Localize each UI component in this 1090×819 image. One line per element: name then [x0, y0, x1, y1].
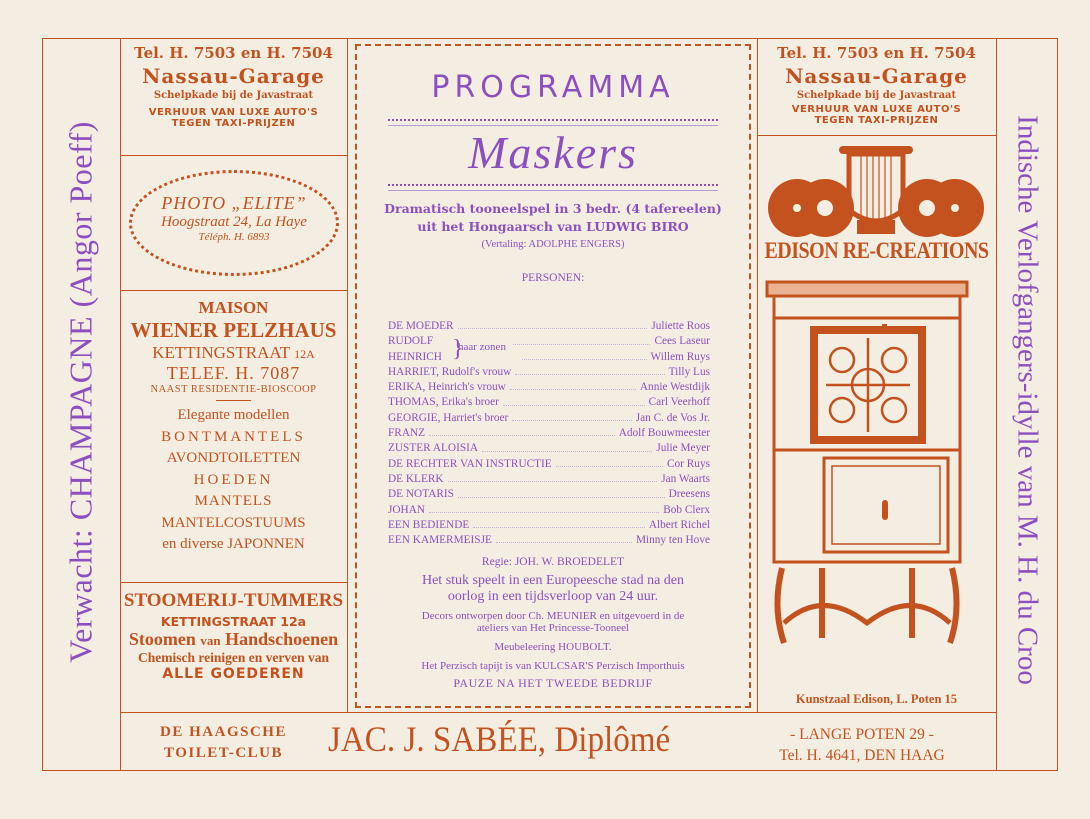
garage-line: VERHUUR VAN LUXE AUTO'S	[148, 107, 319, 118]
dot-leader	[522, 350, 647, 360]
cast-row	[388, 319, 710, 334]
pelzhaus-line: MAISON	[198, 298, 269, 317]
stoomerij-name: STOOMERIJ-TUMMERS	[123, 590, 344, 611]
pelzhaus-item: MANTELCOSTUUMS	[161, 514, 306, 531]
setting-text: oorlog in een tijdsverloop van 24 uur.	[447, 589, 659, 604]
edison-logo-text: EDISON RE-CREATIONS	[764, 238, 989, 264]
right-strip-announcement: Indische Verlofgangers-idylle van M. H. du Croo	[1011, 115, 1044, 685]
cast-list	[388, 319, 710, 548]
decor-text: ateliers van Het Princesse-Tooneel	[476, 622, 630, 634]
divider	[996, 38, 997, 771]
divider	[120, 582, 347, 583]
program-heading: PROGRAMMA	[431, 70, 675, 105]
cast-row	[388, 380, 710, 395]
cast-row	[388, 395, 710, 410]
dot-leader	[429, 503, 659, 513]
sabee-name: JAC. J. SABÉE, Diplômé	[328, 719, 671, 759]
pelzhaus-item: BONTMANTELS	[161, 428, 306, 445]
pelzhaus-item: Elegante modellen	[177, 407, 290, 423]
play-subtitle: Dramatisch tooneelspel in 3 bedr. (4 tafereelen)	[384, 201, 722, 216]
edison-caption: Kunstzaal Edison, L. Poten 15	[795, 692, 958, 706]
garage-tel: Tel. H. 7503 en H. 7504	[134, 44, 333, 62]
cast-row	[388, 441, 710, 456]
pelzhaus-item: HOEDEN	[193, 471, 274, 488]
garage-name: Nassau-Garage	[785, 64, 968, 88]
cast-role: ERIKA, Heinrich's vrouw	[388, 381, 506, 394]
cast-role: THOMAS, Erika's broer	[388, 396, 499, 409]
play-translator: (Vertaling: ADOLPHE ENGERS)	[481, 239, 625, 250]
pelzhaus-ad	[120, 298, 347, 556]
dot-leader	[515, 365, 664, 375]
director: Regie: JOH. W. BROEDELET	[481, 556, 625, 568]
pelzhaus-item: AVONDTOILETTEN	[166, 450, 301, 466]
garage-line: VERHUUR VAN LUXE AUTO'S	[791, 104, 962, 115]
toilet-club-line: TOILET-CLUB	[163, 745, 284, 761]
cast-row	[388, 533, 710, 548]
cast-role: DE NOTARIS	[388, 488, 454, 501]
toilet-club-line: DE HAAGSCHE	[160, 724, 287, 740]
sabee-street: - LANGE POTEN 29 -	[790, 726, 934, 743]
cast-row	[388, 503, 710, 518]
cast-role: RUDOLF	[388, 335, 434, 348]
cast-role: EEN BEDIENDE	[388, 518, 470, 531]
cast-actor: Annie Westdijk	[639, 381, 710, 394]
cast-role: FRANZ	[388, 427, 426, 440]
stoomerij-text: van	[200, 633, 221, 648]
cast-actor: Willem Ruys	[650, 350, 710, 363]
brace-note: haar zonen	[458, 341, 506, 353]
program-header	[355, 70, 751, 284]
photo-tel: Téléph. H. 6893	[198, 231, 270, 243]
cast-actor: Tilly Lus	[668, 365, 710, 378]
dot-leader	[503, 395, 645, 405]
garage-line: TEGEN TAXI-PRIJZEN	[814, 115, 939, 126]
cast-row	[388, 487, 710, 502]
pelzhaus-item: MANTELS	[194, 493, 273, 509]
divider	[347, 38, 348, 712]
cast-actor: Minny ten Hove	[635, 534, 710, 547]
carpet-text: Het Perzisch tapijt is van KULCSAR'S Perzisch Importhuis	[421, 660, 685, 672]
pelzhaus-street: KETTINGSTRAAT	[152, 343, 290, 362]
cast-role: DE MOEDER	[388, 320, 454, 332]
pause-text: PAUZE NA HET TWEEDE BEDRIJF	[453, 676, 653, 690]
left-strip-announcement: Verwacht: CHAMPAGNE (Angor Poeff)	[62, 121, 99, 663]
pelzhaus-location: NAAST RESIDENTIE-BIOSCOOP	[150, 384, 317, 395]
play-title: Maskers	[468, 127, 638, 178]
phonograph-cabinet-illustration	[762, 278, 972, 668]
dot-leader	[458, 319, 648, 329]
cast-row	[388, 411, 710, 426]
photo-address: Hoogstraat 24, La Haye	[161, 214, 307, 230]
cast-role: EEN KAMERMEISJE	[388, 534, 492, 547]
divider	[757, 135, 996, 136]
cast-actor: Albert Richel	[648, 518, 710, 531]
cast-actor: Bob Clerx	[663, 503, 710, 516]
cast-actor: Carl Veerhoff	[648, 396, 710, 409]
cast-role: ZUSTER ALOISIA	[388, 442, 479, 455]
cast-row	[388, 457, 710, 472]
cast-row	[388, 518, 710, 533]
stoomerij-address: KETTINGSTRAAT 12a	[160, 614, 307, 629]
cast-role: GEORGIE, Harriet's broer	[388, 411, 509, 424]
sabee-address	[742, 724, 982, 766]
dot-leader	[556, 457, 663, 467]
pelzhaus-number: 12A	[294, 347, 315, 361]
cast-row	[388, 334, 710, 349]
ornament-rule	[388, 184, 718, 191]
cast-heading: PERSONEN:	[521, 272, 585, 284]
cast-actor: Cor Ruys	[667, 457, 710, 470]
decor-text: Decors ontworpen door Ch. MEUNIER en uitgevoerd in de	[421, 610, 685, 622]
cast-actor: Julie Meyer	[656, 442, 710, 455]
cast-actor: Jan C. de Vos Jr.	[635, 411, 710, 424]
dot-leader	[496, 533, 632, 543]
dot-leader	[458, 487, 665, 497]
cast-actor: Juliette Roos	[651, 320, 710, 332]
garage-address: Schelpkade bij de Javastraat	[796, 90, 957, 101]
pelzhaus-tel: TELEF. H. 7087	[166, 363, 301, 383]
cast-actor: Cees Laseur	[654, 335, 710, 348]
photo-elite-ad	[129, 170, 339, 276]
garage-name: Nassau-Garage	[142, 64, 325, 88]
dot-leader	[512, 411, 631, 421]
cast-role: HEINRICH	[388, 350, 442, 363]
dot-leader	[510, 380, 636, 390]
dot-leader	[473, 518, 645, 528]
divider	[120, 155, 347, 156]
cast-actor: Adolf Bouwmeester	[618, 427, 710, 440]
stoomerij-text: ALLE GOEDEREN	[162, 666, 305, 682]
stoomerij-text: Chemisch reinigen en verven van	[138, 650, 329, 665]
garage-line: TEGEN TAXI-PRIJZEN	[171, 118, 296, 129]
brace-icon: }	[452, 336, 464, 362]
stoomerij-ad	[120, 590, 347, 682]
cast-role: DE KLERK	[388, 472, 444, 485]
sabee-tel: Tel. H. 4641, DEN HAAG	[779, 747, 945, 764]
cast-row	[388, 350, 710, 365]
cast-actor: Dreesens	[668, 488, 710, 501]
dot-leader	[513, 334, 650, 344]
dot-leader	[448, 472, 658, 482]
pelzhaus-item: en diverse JAPONNEN	[162, 536, 305, 552]
divider	[120, 712, 996, 713]
cast-row	[388, 365, 710, 380]
program-footer	[355, 556, 751, 691]
dot-leader	[482, 441, 652, 451]
setting-text: Het stuk speelt in een Europeesche stad na den	[421, 573, 685, 588]
garage-tel: Tel. H. 7503 en H. 7504	[777, 44, 976, 62]
photo-name: PHOTO „ELITE”	[161, 193, 307, 213]
edison-records-lyre-logo	[757, 140, 996, 240]
garage-ad-left	[120, 44, 347, 129]
pelzhaus-name: WIENER PELZHAUS	[130, 318, 337, 342]
stoomerij-text: Handschoenen	[225, 629, 339, 649]
cast-actor: Jan Waarts	[661, 472, 710, 485]
cast-row	[388, 472, 710, 487]
garage-address: Schelpkade bij de Javastraat	[153, 90, 314, 101]
cast-role: DE RECHTER VAN INSTRUCTIE	[388, 457, 552, 470]
play-author: uit het Hongaarsch van LUDWIG BIRO	[417, 219, 689, 234]
dot-leader	[429, 426, 615, 436]
garage-ad-right	[757, 44, 996, 126]
toilet-club	[126, 722, 321, 764]
ornament-rule	[388, 119, 718, 126]
stoomerij-text: Stoomen	[128, 629, 196, 649]
divider	[120, 290, 347, 291]
cast-role: JOHAN	[388, 503, 426, 516]
cast-row	[388, 426, 710, 441]
cast-role: HARRIET, Rudolf's vrouw	[388, 365, 512, 378]
furniture-text: Meubeleering HOUBOLT.	[494, 641, 612, 653]
